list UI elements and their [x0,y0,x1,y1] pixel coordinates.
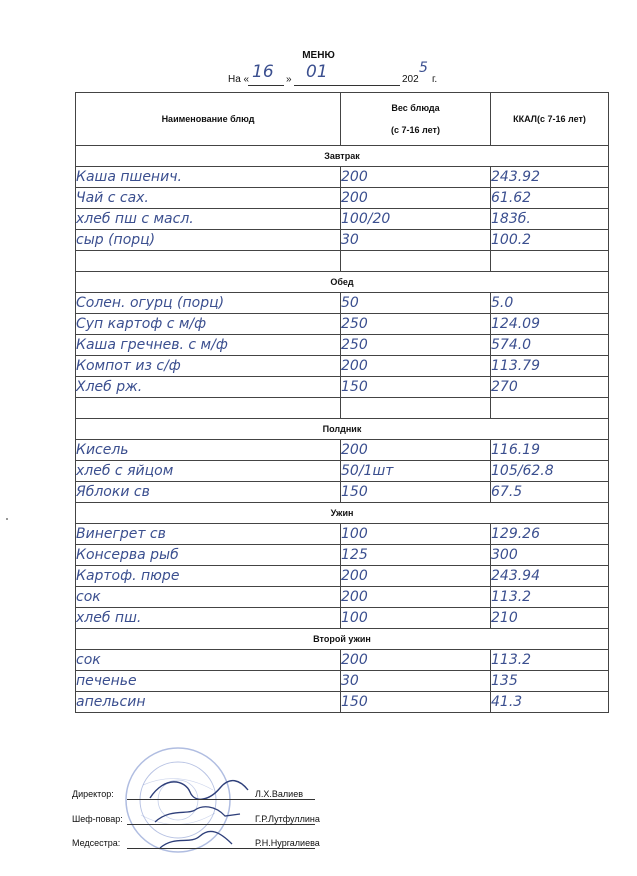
dish-kcal-cell: 113.79 [491,356,609,377]
dish-kcal-cell: 129.26 [491,524,609,545]
dish-name-cell: Консерва рыб [76,545,341,566]
table-row [76,692,609,713]
section-header-row [76,419,609,440]
weight-header-line-2: (с 7-16 лет) [391,125,440,135]
dish-name-cell: Винегрет св [76,524,341,545]
table-row [76,587,609,608]
signature-name: Г.Р.Лутфуллина [255,814,320,824]
empty-row [76,398,609,419]
dish-name-cell: Каша гречнев. с м/ф [76,335,341,356]
empty-cell [341,398,491,419]
dish-weight-cell: 50/1шт [341,461,491,482]
dish-name-cell: сыр (порц) [76,230,341,251]
signature-role: Директор: [72,789,114,799]
table-row [76,650,609,671]
dish-name-cell: сок [76,587,341,608]
empty-cell [491,251,609,272]
table-row [76,314,609,335]
dish-kcal-cell: 243.92 [491,167,609,188]
dish-weight-cell: 150 [341,482,491,503]
table-row [76,335,609,356]
dish-kcal-cell: 105/62.8 [491,461,609,482]
section-title: Завтрак [76,146,609,167]
dish-name-cell: хлеб с яйцом [76,461,341,482]
dish-name-cell: Кисель [76,440,341,461]
table-row [76,293,609,314]
dish-weight-cell: 200 [341,587,491,608]
table-row [76,440,609,461]
dish-kcal-cell: 61.62 [491,188,609,209]
dish-weight-cell: 30 [341,671,491,692]
table-row [76,671,609,692]
dish-name-cell: Хлеб рж. [76,377,341,398]
dish-kcal-cell: 270 [491,377,609,398]
table-row [76,209,609,230]
dish-kcal-cell: 300 [491,545,609,566]
column-header-weight [341,93,491,146]
signature-role: Шеф-повар: [72,814,123,824]
section-header-row [76,629,609,650]
dish-kcal-cell: 116.19 [491,440,609,461]
date-year-prefix: 202 [402,74,419,85]
dish-name-cell: хлеб пш с масл. [76,209,341,230]
signature-name: Р.Н.Нургалиева [255,838,320,848]
section-header-row [76,272,609,293]
column-header-kcal: ККАЛ(с 7-16 лет) [491,93,609,146]
dish-kcal-cell: 41.3 [491,692,609,713]
dish-weight-cell: 30 [341,230,491,251]
dish-kcal-cell: 124.09 [491,314,609,335]
dish-name-cell: апельсин [76,692,341,713]
empty-row [76,251,609,272]
dish-kcal-cell: 67.5 [491,482,609,503]
dish-name-cell: сок [76,650,341,671]
scan-dot [6,518,8,520]
dish-weight-cell: 200 [341,167,491,188]
dish-kcal-cell: 135 [491,671,609,692]
section-header-row [76,146,609,167]
weight-header-line-1: Вес блюда [391,103,440,113]
empty-cell [491,398,609,419]
date-line [228,60,488,88]
empty-cell [341,251,491,272]
signature-name: Л.Х.Валиев [255,789,303,799]
dish-name-cell: Картоф. пюре [76,566,341,587]
table-row [76,566,609,587]
dish-weight-cell: 200 [341,650,491,671]
date-mid: » [286,74,292,85]
date-month: 01 [306,62,328,82]
section-header-row [76,503,609,524]
dish-name-cell: Суп картоф с м/ф [76,314,341,335]
table-row [76,188,609,209]
dish-kcal-cell: 183б. [491,209,609,230]
date-year-suffix: г. [432,74,438,85]
column-header-name: Наименование блюд [76,93,341,146]
menu-table [75,92,609,713]
dish-kcal-cell: 113.2 [491,650,609,671]
dish-kcal-cell: 113.2 [491,587,609,608]
dish-weight-cell: 200 [341,356,491,377]
dish-name-cell: хлеб пш. [76,608,341,629]
dish-weight-cell: 250 [341,314,491,335]
table-row [76,167,609,188]
dish-kcal-cell: 100.2 [491,230,609,251]
table-row [76,230,609,251]
dish-weight-cell: 125 [341,545,491,566]
section-title: Обед [76,272,609,293]
dish-name-cell: печенье [76,671,341,692]
section-title: Полдник [76,419,609,440]
dish-weight-cell: 200 [341,188,491,209]
table-row [76,545,609,566]
date-prefix: На « [228,74,250,85]
dish-weight-cell: 100 [341,524,491,545]
table-header-row [76,93,609,146]
table-row [76,377,609,398]
table-row [76,608,609,629]
empty-cell [76,398,341,419]
dish-kcal-cell: 5.0 [491,293,609,314]
handwritten-signatures [140,770,260,860]
dish-kcal-cell: 243.94 [491,566,609,587]
dish-weight-cell: 200 [341,440,491,461]
dish-weight-cell: 150 [341,377,491,398]
dish-name-cell: Компот из с/ф [76,356,341,377]
table-row [76,356,609,377]
dish-weight-cell: 100 [341,608,491,629]
section-title: Второй ужин [76,629,609,650]
dish-weight-cell: 250 [341,335,491,356]
table-row [76,482,609,503]
dish-name-cell: Яблоки св [76,482,341,503]
dish-name-cell: Каша пшенич. [76,167,341,188]
dish-name-cell: Чай с сах. [76,188,341,209]
page-title: МЕНЮ [302,50,335,61]
dish-kcal-cell: 210 [491,608,609,629]
table-row [76,524,609,545]
empty-cell [76,251,341,272]
date-day: 16 [252,62,274,82]
dish-weight-cell: 150 [341,692,491,713]
dish-weight-cell: 50 [341,293,491,314]
date-year-digit: 5 [419,60,428,76]
section-title: Ужин [76,503,609,524]
table-row [76,461,609,482]
dish-weight-cell: 100/20 [341,209,491,230]
signature-role: Медсестра: [72,838,121,848]
dish-kcal-cell: 574.0 [491,335,609,356]
dish-weight-cell: 200 [341,566,491,587]
dish-name-cell: Солен. огурц (порц) [76,293,341,314]
